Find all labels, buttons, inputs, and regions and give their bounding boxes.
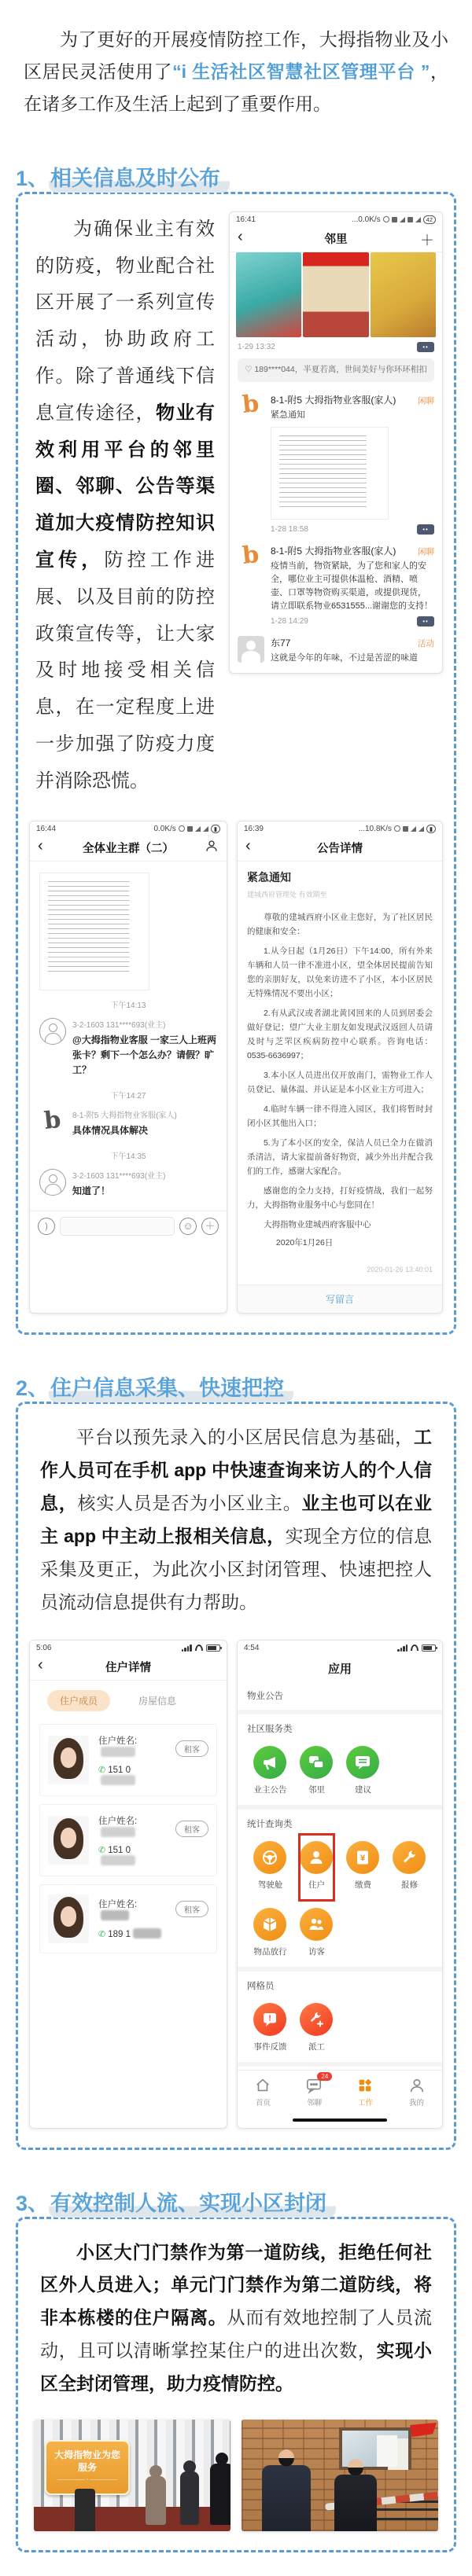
property-logo-avatar: b	[236, 391, 265, 421]
app-group-grid-worker	[238, 1972, 442, 2067]
unread-badge: 24	[317, 2072, 332, 2081]
post-tag[interactable]: 活动	[418, 638, 434, 649]
chat-timestamp: 下午14:35	[110, 1152, 146, 1162]
post-text: 疫情当前，物资紧缺，为了您和家人的安全，哪位业主可提供体温枪、酒精、喷壶、口罩等物资购买渠道，或提供现货，请立即联系物业6531555...谢谢您的支持！	[271, 560, 433, 611]
post-timestamp: 1-28 18:58	[271, 524, 308, 534]
wifi-icon	[195, 1644, 203, 1651]
s1-text-1: 为确保业主有效的防疫，物业配合社区开展了一系列宣传活动，协助政府工作。除了普通线下信息宣传途径，	[35, 218, 215, 424]
nav-bar	[230, 226, 442, 252]
resident-phone-number: 151 0	[108, 1765, 131, 1775]
signal-icon	[400, 217, 405, 222]
network-speed: 0.0K/s	[153, 824, 176, 833]
tab-profile[interactable]	[391, 2077, 442, 2107]
battery-icon: ▮	[211, 825, 220, 833]
phone-screenshot-app-grid	[237, 1640, 443, 2129]
poster-image-1[interactable]	[236, 252, 301, 337]
tab-label: 邻聊	[306, 2098, 322, 2107]
status-bar	[30, 821, 227, 835]
write-comment-button[interactable]: 写留言	[238, 1284, 442, 1313]
property-logo-avatar[interactable]: b	[42, 1106, 63, 1136]
post-timestamp-row	[271, 521, 434, 538]
tab-resident-members[interactable]: 住户成员	[47, 1690, 110, 1711]
phone-screenshot-resident-detail	[29, 1640, 227, 2129]
page-title: 住户详情	[105, 1661, 151, 1674]
message-sender: 3-2-1603 131****693(业主)	[72, 1172, 166, 1181]
megaphone-icon	[253, 1746, 286, 1779]
guard-head-mask	[348, 2459, 363, 2476]
message-text: 具体情况具体解决	[72, 1125, 149, 1137]
tab-home[interactable]	[238, 2077, 289, 2107]
emoji-icon[interactable]: ☺	[179, 1218, 197, 1235]
suggestion-bubble-icon	[346, 1746, 379, 1779]
page-title: 应用	[327, 1662, 352, 1676]
property-logo-avatar: b	[236, 542, 265, 571]
network-speed: ...10.8K/s	[358, 824, 392, 833]
tenant-badge: 租客	[175, 1901, 208, 1917]
intro-text-before: 为了更好的开展疫情防控工作，大拇指物业及小区居民灵活使用了	[24, 29, 448, 82]
resident-card[interactable]	[39, 1884, 217, 1953]
security-guard	[262, 2465, 311, 2531]
guard-head-mask	[278, 2449, 294, 2467]
signal-icon	[397, 1644, 407, 1652]
section-1	[16, 161, 456, 1336]
security-guard	[334, 2475, 377, 2531]
chat-timestamp: 下午14:27	[110, 1092, 146, 1101]
intro-paragraph	[0, 20, 472, 125]
feed-timestamp: 1-29 13:32	[238, 342, 275, 351]
post-author: 东77	[271, 637, 291, 649]
clock-icon	[383, 216, 389, 222]
post-tag[interactable]: 闲聊	[418, 546, 434, 557]
app-item-neighborhood[interactable]	[293, 1743, 340, 1799]
page-title: 邻里	[324, 233, 348, 246]
redacted-phone	[101, 1855, 135, 1865]
section2-dashed-box	[16, 1402, 456, 2149]
announcement-timestamp: 2020-01-26 13:40:01	[367, 1266, 433, 1274]
battery-icon: ▮	[426, 825, 436, 833]
tab-label: 我的	[409, 2098, 425, 2107]
signal-icon	[195, 826, 201, 832]
s1-bold-1: 物业有效利用平台的邻里圈、邻聊、公告等渠道加大疫情防控知识宣传，	[35, 402, 215, 571]
app-item-resident[interactable]	[293, 1838, 340, 1894]
status-time: 16:44	[36, 824, 57, 833]
app-item-label: 事件反馈	[253, 2041, 287, 2052]
page-title: 公告详情	[316, 842, 363, 855]
app-item-payment[interactable]	[340, 1838, 386, 1894]
notice-image[interactable]	[39, 873, 149, 990]
wrench-icon	[393, 1841, 426, 1874]
group-label: 统计查询类	[246, 1819, 293, 1829]
app-item-label: 派工	[308, 2041, 325, 2052]
announcement-paragraph: 1.从今日起（1月26日）下午14:00，所有外来车辆和人员一律不准进小区，望全体居民提前告知您的亲朋好友，以免来访进不了小区，本小区居民无特殊情况不要出小区；	[246, 946, 433, 998]
chat-title: 全体业主群（二）	[82, 842, 174, 855]
svg-text:¥: ¥	[360, 1853, 366, 1863]
app-item-repair[interactable]	[386, 1838, 433, 1894]
intro-text-after: ，在诸多工作及生活上起到了重要作用。	[24, 61, 449, 114]
app-group-statistics-query	[238, 1810, 442, 1972]
s3-bold-1: 小区大门门禁作为第一道防线，拒绝任何社区外人员进入；单元门门禁作为第二道防线，将非本栋楼的住户隔离。	[40, 2241, 432, 2328]
red-flag	[410, 2423, 437, 2443]
comment-badge[interactable]: ••	[417, 342, 434, 352]
app-item-label: 住户	[308, 1880, 325, 1890]
app-item-goods-release[interactable]	[247, 1905, 293, 1960]
s3-bold-2: 实现小区全封闭管理，助力疫情防控。	[40, 2340, 432, 2394]
poster-images	[230, 252, 442, 337]
add-post-icon[interactable]: ＋	[420, 232, 434, 248]
app-item-label: 业主公告	[253, 1784, 287, 1795]
redacted-phone	[133, 1928, 161, 1938]
sign-text: 大拇指物业为您服务	[53, 2449, 120, 2474]
photo-security-guards	[242, 2420, 438, 2531]
person-silhouette	[146, 2476, 166, 2525]
sim2-icon	[407, 217, 413, 222]
section1-dashed-box	[16, 192, 456, 1336]
status-icons	[359, 825, 436, 833]
phone-screenshot-neighborhood-feed	[229, 211, 443, 674]
feedback-bubble-icon	[253, 2003, 286, 2036]
s2-bold-2: 业主也可以在业主 app 中主动上报相关信息，	[40, 1493, 432, 1547]
poster-image-3[interactable]	[371, 252, 436, 337]
s2-text-2: 核实人员是否为小区业主。	[77, 1493, 302, 1514]
section3-dashed-box	[16, 2217, 456, 2552]
payment-icon	[346, 1841, 379, 1874]
status-icons	[182, 1644, 220, 1652]
nav-bar	[238, 835, 442, 862]
voice-icon[interactable]: )	[38, 1218, 55, 1235]
announcement-paragraph: 尊敬的建城西府小区业主您好，为了社区居民的健康和安全：	[246, 912, 433, 936]
phone-icon: ✆	[98, 1845, 106, 1855]
visitors-icon	[300, 1908, 333, 1941]
bottom-tab-bar	[238, 2070, 442, 2111]
user-avatar[interactable]	[39, 1018, 66, 1045]
app-group-community-service	[238, 1714, 442, 1810]
section1-number: 1、	[16, 166, 50, 190]
phone-screenshot-group-chat	[29, 821, 227, 1314]
app-item-label: 物品放行	[253, 1946, 287, 1957]
section3-paragraph	[29, 2236, 443, 2401]
svg-text:!: !	[268, 2014, 272, 2023]
app-item-event-feedback[interactable]	[247, 2000, 293, 2056]
section1-paragraph	[29, 211, 218, 800]
tab-row	[30, 1681, 227, 1716]
network-speed: ...0.0K/s	[351, 215, 381, 224]
message-sender: 8-1-附5 大拇指物业客服(家人)	[72, 1112, 177, 1121]
status-bar	[230, 212, 442, 226]
phone-icon: ✆	[98, 1930, 106, 1940]
app-item-dispatch[interactable]	[293, 2000, 340, 2056]
user-avatar	[238, 636, 264, 663]
resident-name-label: 住户姓名:	[98, 1900, 138, 1910]
post-author: 8-1-附5 大拇指物业客服(家人)	[271, 394, 396, 406]
chat-input-bar	[30, 1211, 227, 1241]
post-text: 这就是今年的年味，不过是苦涩的味道	[271, 652, 418, 663]
post-author: 8-1-附5 大拇指物业客服(家人)	[271, 545, 396, 557]
redacted-phone	[101, 1775, 135, 1785]
platform-name-link[interactable]: “i 生活社区智慧社区管理平台 ”	[172, 61, 430, 82]
feed-post[interactable]	[230, 539, 442, 631]
phone-screenshot-announcement	[237, 821, 443, 1314]
resident-photo	[48, 1736, 89, 1784]
chat-message	[30, 1166, 227, 1202]
post-timestamp: 1-28 14:29	[271, 616, 308, 626]
comment-badge[interactable]: ••	[417, 524, 434, 535]
resident-name-label: 住户姓名:	[98, 1816, 138, 1826]
message-sender: 3-2-1603 131****693(业主)	[72, 1020, 166, 1030]
section1-title: 相关信息及时公布	[49, 167, 230, 193]
app-item-label: 邻里	[308, 1784, 325, 1795]
announcement-paragraph: 2.有从武汉或者湖北黄冈回来的人员到居委会做好登记；望广大业主朋友如发现武汉返回人员请及时与芝罘区疾病防控中心联系。咨询电话：0535-6636997；	[246, 1008, 433, 1060]
section2-number: 2、	[16, 1376, 50, 1401]
likes-bubble: ♡ 189****044，半夏若离，世间美好与你环环相扣	[238, 358, 434, 382]
announcement-title: 紧急通知	[246, 870, 291, 884]
announcement-paragraph: 3.本小区人员进出仅开放南门，需物业工作人员登记、量体温、并认证是本小区业主方可进入；	[246, 1071, 433, 1095]
comment-badge[interactable]: ••	[417, 616, 434, 627]
person-silhouette	[180, 2471, 199, 2525]
sim-icon	[403, 826, 408, 832]
person-icon	[300, 1841, 333, 1874]
signal-icon	[411, 826, 416, 832]
sim-icon	[187, 826, 193, 832]
battery-icon	[422, 1644, 436, 1652]
redacted-name	[101, 1910, 129, 1920]
message-input[interactable]	[60, 1217, 175, 1236]
section-2	[16, 1371, 456, 2149]
s2-text-3: 实现全方位的信息采集及更正，为此次小区封闭管理、快速把控人员流动信息提供有力帮助。	[40, 1526, 433, 1612]
chat-bubbles-icon	[300, 1746, 333, 1779]
status-icons	[397, 1644, 436, 1652]
sign-subtext: ————— ◦ —————	[57, 2477, 118, 2483]
tab-label: 首页	[255, 2098, 271, 2107]
announcement-paragraph: 5.为了本小区的安全，保洁人员已全力在做消杀清洁，请大家提前备好物资，减少外出并配合我们的工作，感谢大家配合。	[246, 1138, 433, 1177]
redacted-name	[101, 1747, 135, 1757]
status-bar	[238, 1641, 442, 1654]
photo-row	[29, 2420, 443, 2531]
clock-icon	[179, 825, 185, 832]
section2-heading	[13, 1371, 308, 1402]
tenant-badge: 租客	[175, 1740, 208, 1757]
signal2-icon	[419, 826, 424, 832]
signal-icon	[182, 1644, 192, 1652]
tab-work[interactable]	[340, 2077, 391, 2107]
announcement-meta: 建城西府管理处 有效期至	[246, 890, 327, 898]
section2-paragraph	[29, 1421, 443, 1619]
sim-icon	[392, 217, 397, 222]
app-item-label: 访客	[308, 1946, 325, 1957]
poster-image-2[interactable]	[303, 252, 368, 337]
announcement-signature: 大拇指物业建城西府客服中心	[263, 1220, 371, 1230]
dispatch-wrench-icon	[300, 2003, 333, 2036]
announcement-body	[238, 862, 442, 1274]
steering-wheel-icon	[253, 1841, 286, 1874]
s1-text-2: 防控工作进展、以及目前的防控政策宣传等，让大家及时地接受相关信息，在一定程度上进一步加强了防疫力度并消除恐慌。	[35, 549, 216, 792]
resident-card[interactable]	[39, 1804, 217, 1876]
resident-card[interactable]	[39, 1724, 217, 1796]
nav-bar	[30, 1654, 227, 1681]
resident-photo	[48, 1816, 89, 1865]
group-members-icon[interactable]	[205, 839, 219, 857]
resident-phone-number: 189 1	[108, 1930, 131, 1940]
status-time: 16:39	[243, 824, 264, 833]
group-label: 社区服务类	[246, 1724, 293, 1734]
feed-post[interactable]	[230, 388, 442, 539]
signal2-icon	[415, 217, 421, 222]
resident-phone-number: 151 0	[108, 1845, 131, 1855]
announcement-paragraph: 4.临时车辆一律不得进入园区，我们将暂时封闭小区其他出入口；	[246, 1104, 433, 1129]
more-icon[interactable]: ＋	[201, 1218, 219, 1235]
redacted-name	[101, 1827, 135, 1837]
s2-bold-1: 工作人员可在手机 app 中快速查询来访人的个人信息，	[40, 1427, 432, 1514]
resident-photo	[48, 1894, 89, 1943]
app-item-dashboard[interactable]	[247, 1838, 293, 1894]
tab-house-info[interactable]: 房屋信息	[138, 1695, 177, 1707]
wifi-icon	[411, 1644, 419, 1651]
clock-icon	[394, 825, 400, 832]
tenant-badge: 租客	[175, 1821, 208, 1837]
group-label: 网格员	[246, 1981, 275, 1991]
home-indicator	[293, 2118, 387, 2122]
message-text: @大拇指物业客服 一家三人上班两张卡？剩下一个怎么办？请假？旷工？	[72, 1034, 217, 1075]
notice-thumbnail[interactable]	[271, 427, 389, 520]
status-time: 5:06	[36, 1643, 52, 1652]
app-item-label: 驾驶舱	[257, 1880, 283, 1890]
photo-community-gate	[34, 2420, 230, 2531]
feed-timestamp-row	[230, 337, 442, 357]
back-icon[interactable]: ‹	[238, 227, 243, 245]
post-timestamp-row	[271, 613, 434, 630]
posted-notices	[377, 2435, 397, 2467]
app-item-label: 缴费	[354, 1880, 371, 1890]
resident-name-label: 住户姓名:	[98, 1736, 138, 1746]
announcement-paragraph: 感谢您的全力支持，打好疫情战，我们一起努力，大拇指物业服务中心与您同在！	[246, 1186, 433, 1211]
nav-bar	[30, 835, 227, 862]
chat-message	[30, 1105, 227, 1141]
app-item-label: 报修	[400, 1880, 418, 1890]
user-avatar[interactable]	[39, 1169, 66, 1196]
app-item-visitor[interactable]	[293, 1905, 340, 1960]
back-icon[interactable]: ‹	[38, 836, 43, 854]
announcement-date: 2020年1月26日	[275, 1238, 334, 1248]
status-bar	[30, 1641, 227, 1654]
s3-text-1: 从而有效地控制了人员流动，且可以清晰掌控某住户的进出次数，	[40, 2307, 432, 2361]
section3-heading	[13, 2186, 350, 2217]
s2-text-1: 平台以预先录入的小区居民信息为基础，	[76, 1427, 414, 1448]
chat-timestamp: 下午14:13	[110, 1001, 146, 1010]
back-icon[interactable]: ‹	[38, 1655, 43, 1674]
property-notice-row[interactable]: 物业公告	[238, 1683, 442, 1714]
app-item-label: 建议	[354, 1784, 371, 1795]
back-icon[interactable]: ‹	[245, 836, 251, 854]
battery-icon	[206, 1644, 220, 1652]
message-text: 知道了！	[72, 1185, 111, 1197]
status-time: 4:54	[243, 1643, 260, 1652]
status-time: 16:41	[236, 215, 256, 224]
post-text: 紧急通知	[271, 410, 305, 420]
section3-number: 3、	[16, 2191, 50, 2215]
phone-icon: ✆	[98, 1765, 106, 1775]
status-bar	[238, 821, 442, 835]
chat-message	[30, 1015, 227, 1082]
section1-heading	[13, 161, 244, 192]
post-tag[interactable]: 闲聊	[418, 395, 434, 406]
signal2-icon	[203, 826, 208, 832]
battery-icon: 42	[423, 215, 436, 224]
status-icons	[153, 825, 220, 833]
box-icon	[253, 1908, 286, 1941]
section3-title: 有效控制人流、实现小区封闭	[49, 2192, 336, 2218]
sign-pole	[75, 2489, 95, 2531]
tab-label: 工作	[357, 2098, 373, 2107]
guard-silhouette	[210, 2464, 230, 2525]
property-sign	[45, 2440, 130, 2495]
app-item-owner-notice[interactable]	[247, 1743, 293, 1799]
status-icons	[352, 215, 436, 224]
section2-title: 住户信息采集、快速把控	[49, 1376, 293, 1402]
tab-neighbor-chat[interactable]	[289, 2072, 340, 2107]
app-item-suggestion[interactable]	[340, 1743, 386, 1799]
feed-post[interactable]	[230, 631, 442, 673]
section-3	[16, 2186, 456, 2552]
